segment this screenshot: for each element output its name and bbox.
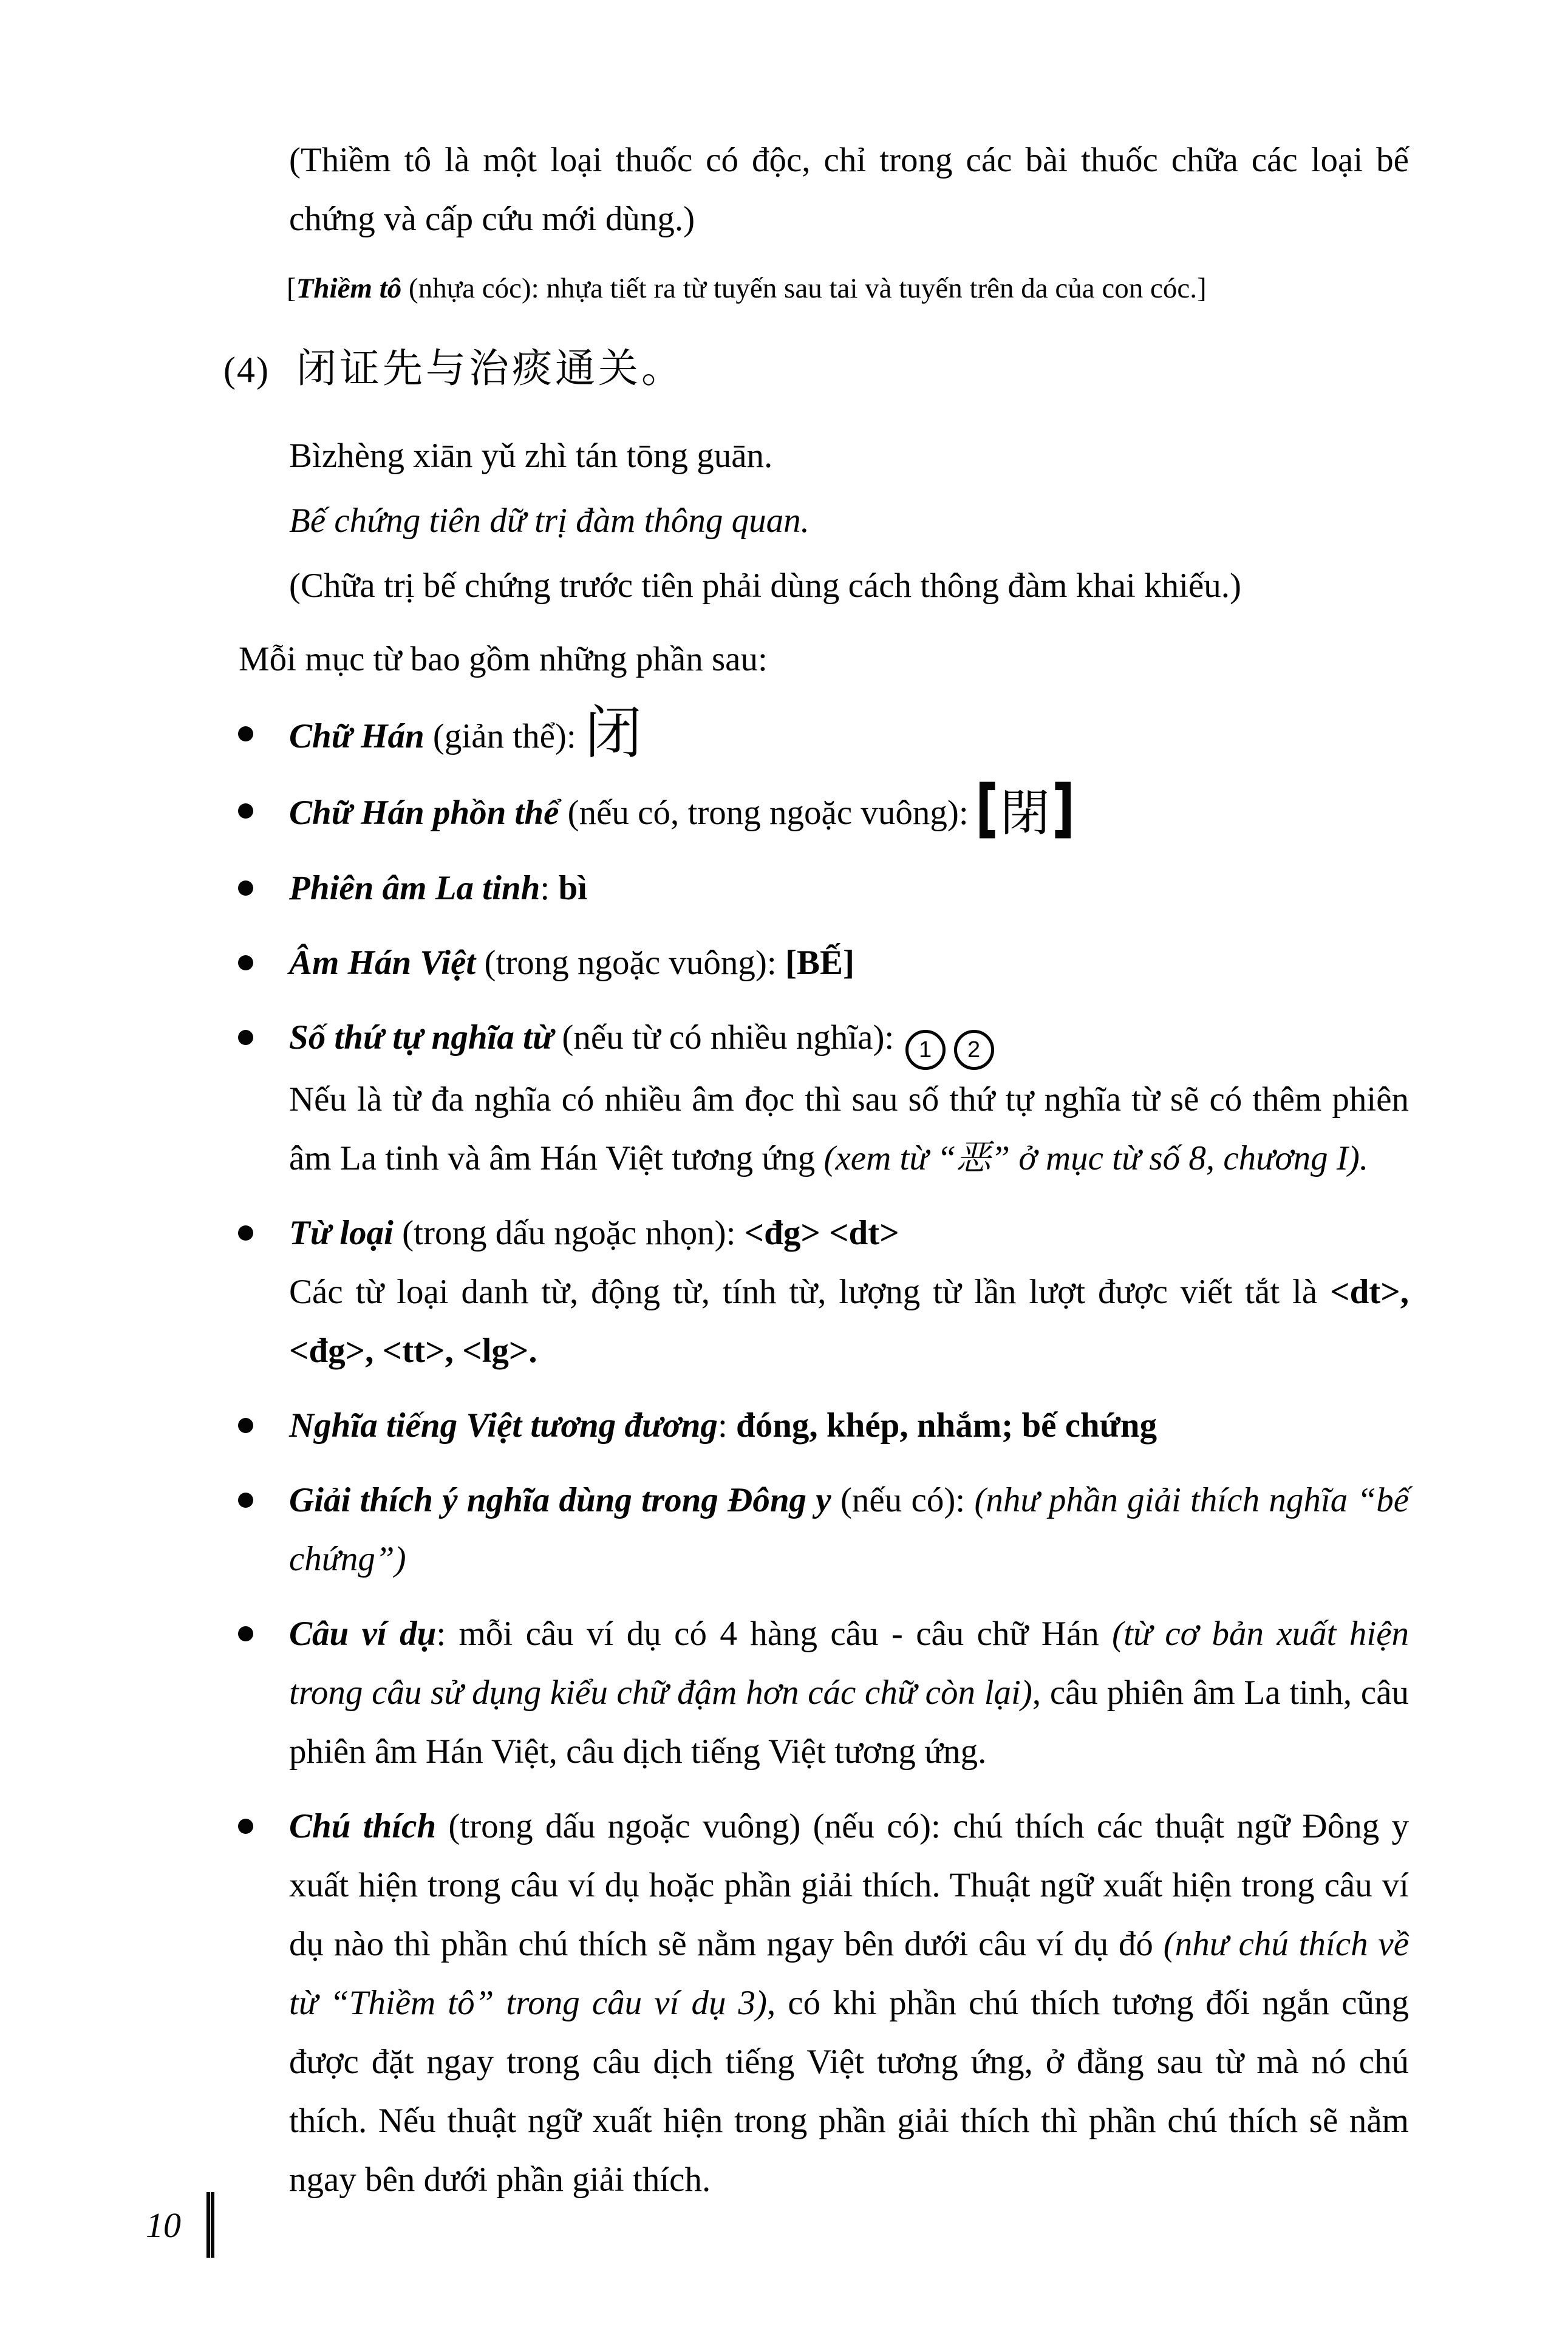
item-text: (trong ngoặc vuông):	[476, 944, 785, 982]
footnote-term: Thiềm tô	[296, 273, 402, 304]
item-label: Giải thích ý nghĩa dùng trong Đông y	[289, 1481, 831, 1519]
bullet-dot-icon	[238, 955, 253, 970]
page-content	[223, 131, 1409, 2209]
hanzi-sentence: 闭证先与治痰通关。	[296, 347, 684, 391]
list-item-tcm-explanation	[223, 1471, 1409, 1589]
bullet-dot-icon	[238, 1493, 253, 1508]
list-item-pinyin	[223, 859, 1409, 918]
item-paragraph	[289, 1797, 1409, 2209]
footnote-text: (nhựa cóc): nhựa tiết ra từ tuyến sau tai và tuyến trên da của con cóc.]	[401, 273, 1207, 304]
bullet-dot-icon	[238, 880, 253, 896]
pinyin-value: bì	[558, 869, 587, 907]
circled-number-2-icon: 2	[954, 1030, 994, 1070]
list-item-simplified-char	[223, 704, 1409, 766]
footnote-open-bracket: [	[287, 273, 296, 304]
bullet-dot-icon	[238, 1418, 253, 1433]
pinyin-line: Bìzhèng xiān yǔ zhì tán tōng guān.	[289, 437, 773, 475]
item-label: Số thứ tự nghĩa từ	[289, 1018, 554, 1057]
item-label: Phiên âm La tinh	[289, 869, 540, 907]
list-item-sense-numbers	[223, 1008, 1409, 1188]
list-item-example-sentences	[223, 1604, 1409, 1781]
example-4-hanzi-line	[223, 335, 1409, 406]
item-label: Chú thích	[289, 1807, 437, 1845]
list-item-traditional-char	[223, 782, 1409, 843]
meaning-value: đóng, khép, nhắm; bế chứng	[736, 1406, 1157, 1445]
tag-abbreviations: <dt>, <đg>, <tt>, <lg>.	[289, 1273, 1409, 1370]
term-footnote	[287, 269, 1409, 308]
simplified-hanzi-char: 闭	[584, 702, 642, 765]
item-text: :	[717, 1406, 737, 1445]
traditional-hanzi-char: 閉	[1000, 786, 1050, 841]
bullet-dot-icon	[238, 1819, 253, 1834]
item-label: Câu ví dụ	[289, 1615, 437, 1653]
lenticular-bracket-close-icon	[1052, 782, 1073, 839]
note-text: Nếu là từ đa nghĩa có nhiều âm đọc thì sau số thứ tự nghĩa từ sẽ có thêm phiên âm La tinh và âm Hán Việt tương ứng	[289, 1080, 1409, 1177]
note-reference: (xem từ “恶” ở mục từ số 8, chương I).	[823, 1139, 1369, 1177]
bullet-dot-icon	[238, 1626, 253, 1641]
item-text: , câu phiên âm La tinh, câu phiên âm Hán Việt, câu dịch tiếng Việt tương ứng.	[289, 1674, 1409, 1771]
lenticular-bracket-open-icon	[977, 782, 998, 839]
item-label: Từ loại	[289, 1214, 394, 1252]
bullet-dot-icon	[238, 1030, 253, 1045]
item-paragraph	[289, 1471, 1409, 1589]
list-intro: Mỗi mục từ bao gồm những phần sau:	[239, 640, 768, 678]
item-text: :	[540, 869, 559, 907]
list-item-han-viet	[223, 933, 1409, 992]
entry-parts-list	[223, 704, 1409, 2209]
item-label: Chữ Hán	[289, 717, 424, 755]
note-text: Các từ loại danh từ, động từ, tính từ, lượng từ lần lượt được viết tắt là	[289, 1273, 1331, 1311]
item-label: Âm Hán Việt	[289, 944, 476, 982]
item-text: mỗi câu ví dụ có 4 hàng câu - câu chữ Hán	[458, 1615, 1113, 1653]
bullet-dot-icon	[238, 726, 253, 741]
item-italic-note: (như chú thích về từ “Thiềm tô” trong câu ví dụ 3)	[289, 1925, 1409, 2022]
item-text: (trong dấu ngoặc nhọn):	[393, 1214, 745, 1252]
item-paragraph	[289, 1604, 1409, 1781]
item-note	[289, 1070, 1409, 1188]
note-paragraph: (Thiềm tô là một loại thuốc có độc, chỉ trong các bài thuốc chữa các loại bế chứng và cấp cứu mới dùng.)	[289, 141, 1409, 238]
item-text: (giản thể):	[424, 717, 585, 755]
han-viet-line: Bế chứng tiên dữ trị đàm thông quan.	[289, 502, 810, 540]
item-text: (nếu từ có nhiều nghĩa):	[553, 1018, 903, 1057]
item-label: Nghĩa tiếng Việt tương đương	[289, 1406, 718, 1445]
example-number: (4)	[223, 350, 270, 390]
page-footer	[146, 2192, 214, 2258]
item-note	[289, 1262, 1409, 1380]
circled-number-1-icon: 1	[905, 1030, 946, 1070]
vietnamese-translation-line: (Chữa trị bế chứng trước tiên phải dùng cách thông đàm khai khiếu.)	[289, 567, 1241, 605]
item-text: (trong dấu ngoặc vuông) (nếu có): chú thích các thuật ngữ Đông y xuất hiện trong câu ví dụ hoặc phần giải thích. Thuật ngữ xuất hiện trong câu ví dụ nào thì phần chú thích sẽ nằm ngay bên dưới câu ví dụ đó	[289, 1807, 1409, 1963]
page-number: 10	[146, 2205, 181, 2245]
bullet-dot-icon	[238, 1225, 253, 1241]
item-italic-note: (từ cơ bản xuất hiện trong câu sử dụng kiểu chữ đậm hơn các chữ còn lại)	[289, 1615, 1409, 1712]
item-text: :	[436, 1615, 459, 1653]
explanation-reference: (như phần giải thích nghĩa “bế chứng”)	[289, 1481, 1409, 1578]
item-text: (nếu có):	[831, 1481, 975, 1519]
bullet-dot-icon	[238, 803, 253, 819]
item-text: , có khi phần chú thích tương đối ngắn cũng được đặt ngay trong câu dịch tiếng Việt tương ứng, ở đằng sau từ mà nó chú thích. Nếu thuật ngữ xuất hiện trong phần giải thích thì phần chú thích sẽ nằm ngay bên dưới phần giải thích.	[289, 1984, 1409, 2199]
item-label: Chữ Hán phồn thể	[289, 794, 559, 832]
item-text: (nếu có, trong ngoặc vuông):	[559, 794, 977, 832]
double-vertical-bar-icon	[206, 2192, 214, 2258]
han-viet-value: [BẾ]	[785, 944, 854, 982]
list-item-vietnamese-meaning	[223, 1396, 1409, 1455]
list-item-word-class	[223, 1204, 1409, 1380]
word-class-tags: <đg> <dt>	[744, 1214, 899, 1252]
list-item-annotations	[223, 1797, 1409, 2209]
